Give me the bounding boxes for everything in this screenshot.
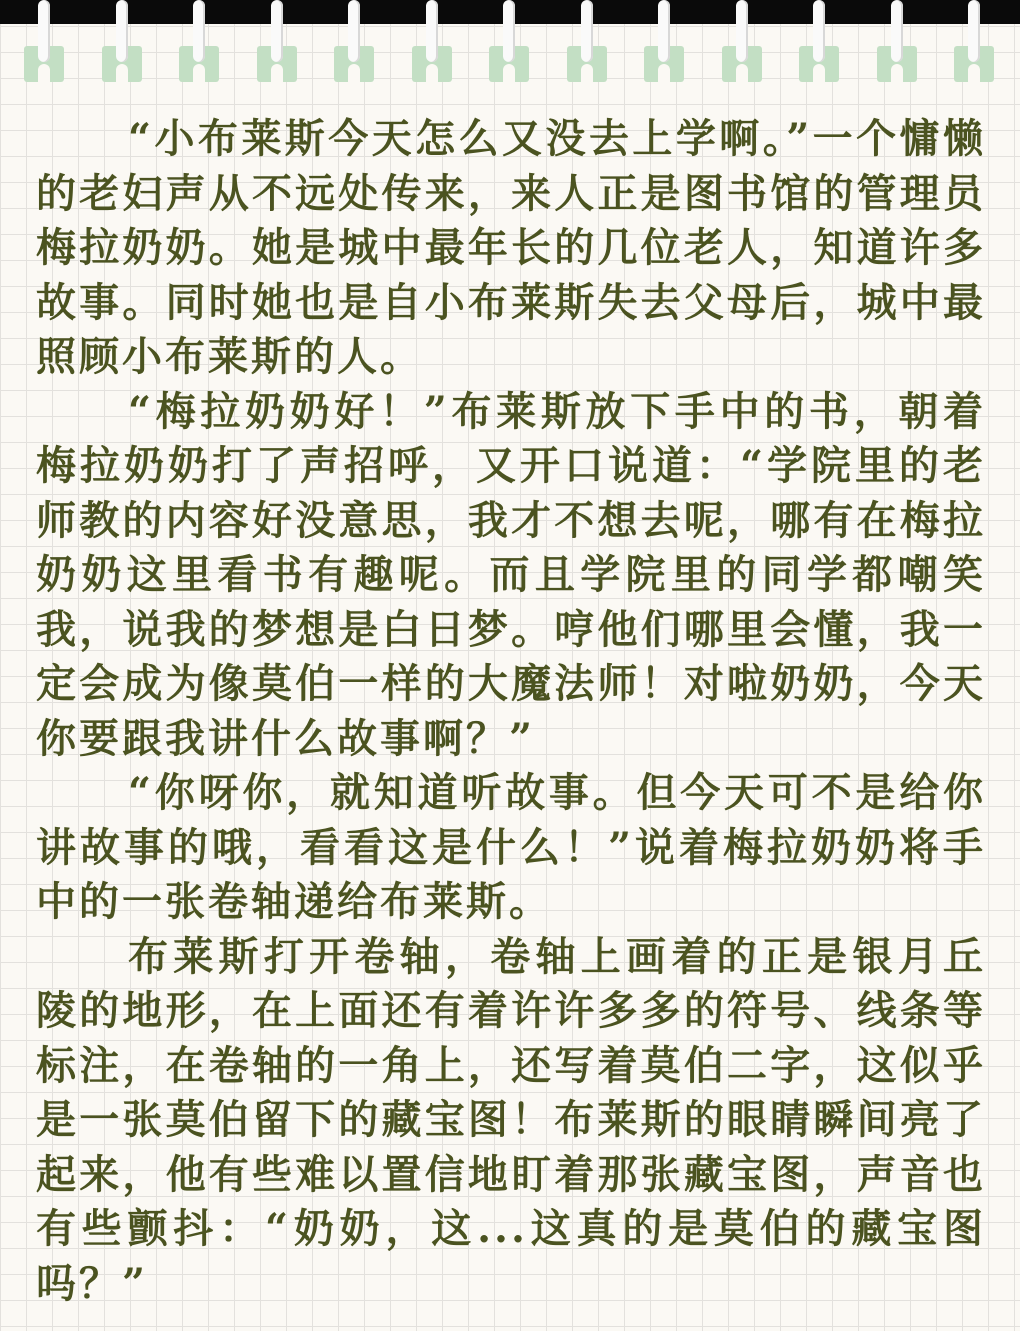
binder-ring — [179, 0, 219, 90]
binder-ring — [644, 0, 684, 90]
binder-ring — [24, 0, 64, 90]
binder-ring — [412, 0, 452, 90]
binder-ring — [334, 0, 374, 90]
spiral-binding — [0, 0, 1020, 90]
binder-ring — [722, 0, 762, 90]
binder-ring — [799, 0, 839, 90]
story-paragraph-4: 布莱斯打开卷轴，卷轴上画着的正是银月丘陵的地形，在上面还有着许许多多的符号、线条等标注，在卷轴的一角上，还写着莫伯二字，这似乎是一张莫伯留下的藏宝图！布莱斯的眼睛瞬间亮了起来，他有些难以置信地盯着那张藏宝图，声音也有些颤抖：“奶奶，这...这真的是莫伯的藏宝图吗？” — [36, 932, 986, 1307]
binder-ring — [102, 0, 142, 90]
binder-ring — [567, 0, 607, 90]
story-text — [36, 112, 986, 1311]
story-paragraph-1: “小布莱斯今天怎么又没去上学啊。”一个慵懒的老妇声从不远处传来，来人正是图书馆的管理员梅拉奶奶。她是城中最年长的几位老人，知道许多故事。同时她也是自小布莱斯失去父母后，城中最照顾小布莱斯的人。 — [36, 115, 986, 380]
binder-ring — [257, 0, 297, 90]
binder-ring — [954, 0, 994, 90]
story-paragraph-3: “你呀你，就知道听故事。但今天可不是给你讲故事的哦，看看这是什么！”说着梅拉奶奶将手中的一张卷轴递给布莱斯。 — [36, 769, 986, 925]
binder-ring — [877, 0, 917, 90]
binder-ring — [489, 0, 529, 90]
story-paragraph-2: “梅拉奶奶好！”布莱斯放下手中的书，朝着梅拉奶奶打了声招呼，又开口说道：“学院里的老师教的内容好没意思，我才不想去呢，哪有在梅拉奶奶这里看书有趣呢。而且学院里的同学都嘲笑我，说我的梦想是白日梦。哼他们哪里会懂，我一定会成为像莫伯一样的大魔法师！对啦奶奶，今天你要跟我讲什么故事啊？” — [36, 387, 986, 762]
